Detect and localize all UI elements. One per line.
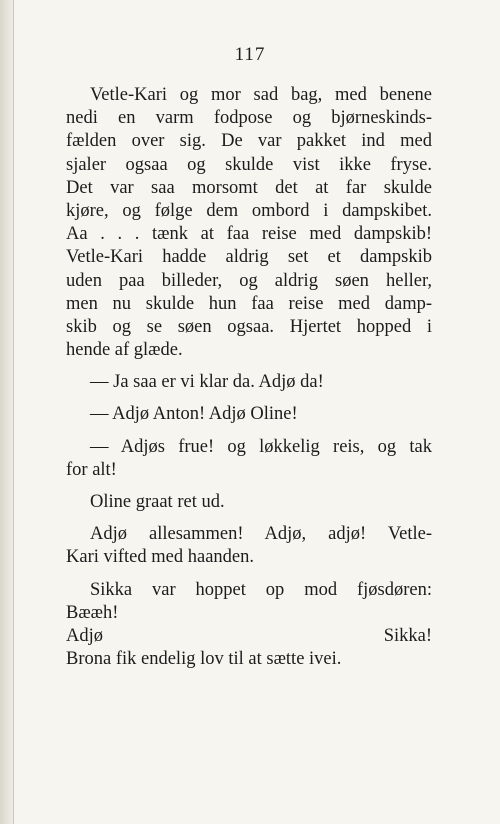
paragraph-gap: [66, 427, 432, 436]
text-line: — Adjø Anton! Adjø Oline!: [90, 404, 298, 425]
text-line: Vetle-Kari hadde aldrig set et dampskib: [66, 247, 432, 268]
text-line: Brona fik endelig lov til at sætte ivei.: [66, 649, 342, 670]
text-line: fælden over sig. De var pakket ind med: [66, 131, 432, 152]
text-line: Bææh!: [66, 602, 119, 623]
text-line: Kari vifted med haanden.: [66, 547, 255, 568]
text-line: uden paa billeder, og aldrig søen heller,: [66, 270, 432, 291]
text-line: Sikka var hoppet op mod fjøsdøren:: [90, 579, 432, 600]
text-line: kjøre, og følge dem ombord i dampskibet.: [66, 200, 432, 221]
paragraph: [66, 436, 432, 482]
text-line: — Ja saa er vi klar da. Adjø da!: [90, 372, 324, 393]
paragraph-gap: [66, 570, 432, 579]
text-line: Oline graat ret ud.: [90, 492, 225, 512]
text-line: for alt!: [66, 459, 117, 480]
page-text: [66, 84, 432, 671]
text-line: skib og se søen ogsaa. Hjertet hopped i: [66, 316, 432, 337]
paragraph: [66, 403, 432, 426]
paragraph-gap: [66, 514, 432, 523]
paragraph-gap: [66, 482, 432, 491]
text-line: nedi en varm fodpose og bjørneskinds-: [66, 108, 432, 129]
paragraph: [66, 491, 432, 514]
paragraph: [66, 579, 432, 672]
paragraph: [66, 371, 432, 394]
text-line: hende af glæde.: [66, 340, 183, 361]
text-line: — Adjøs frue! og løkkelig reis, og tak: [90, 436, 432, 457]
text-line: Aa . . . tænk at faa reise med dampskib!: [66, 224, 432, 245]
text-line: Vetle-Kari og mor sad bag, med benene: [90, 85, 432, 105]
paragraph-gap: [66, 394, 432, 403]
paragraph: [66, 523, 432, 569]
text-line: sjaler ogsaa og skulde vist ikke fryse.: [66, 154, 432, 175]
paragraph: [66, 84, 432, 362]
page-number: 117: [234, 44, 266, 65]
text-line: Det var saa morsomt det at far skulde: [66, 177, 432, 198]
text-line: Adjø Sikka!: [66, 625, 432, 646]
text-line: Adjø allesammen! Adjø, adjø! Vetle-: [90, 524, 432, 545]
text-line: men nu skulde hun faa reise med damp-: [66, 293, 432, 314]
paragraph-gap: [66, 362, 432, 371]
